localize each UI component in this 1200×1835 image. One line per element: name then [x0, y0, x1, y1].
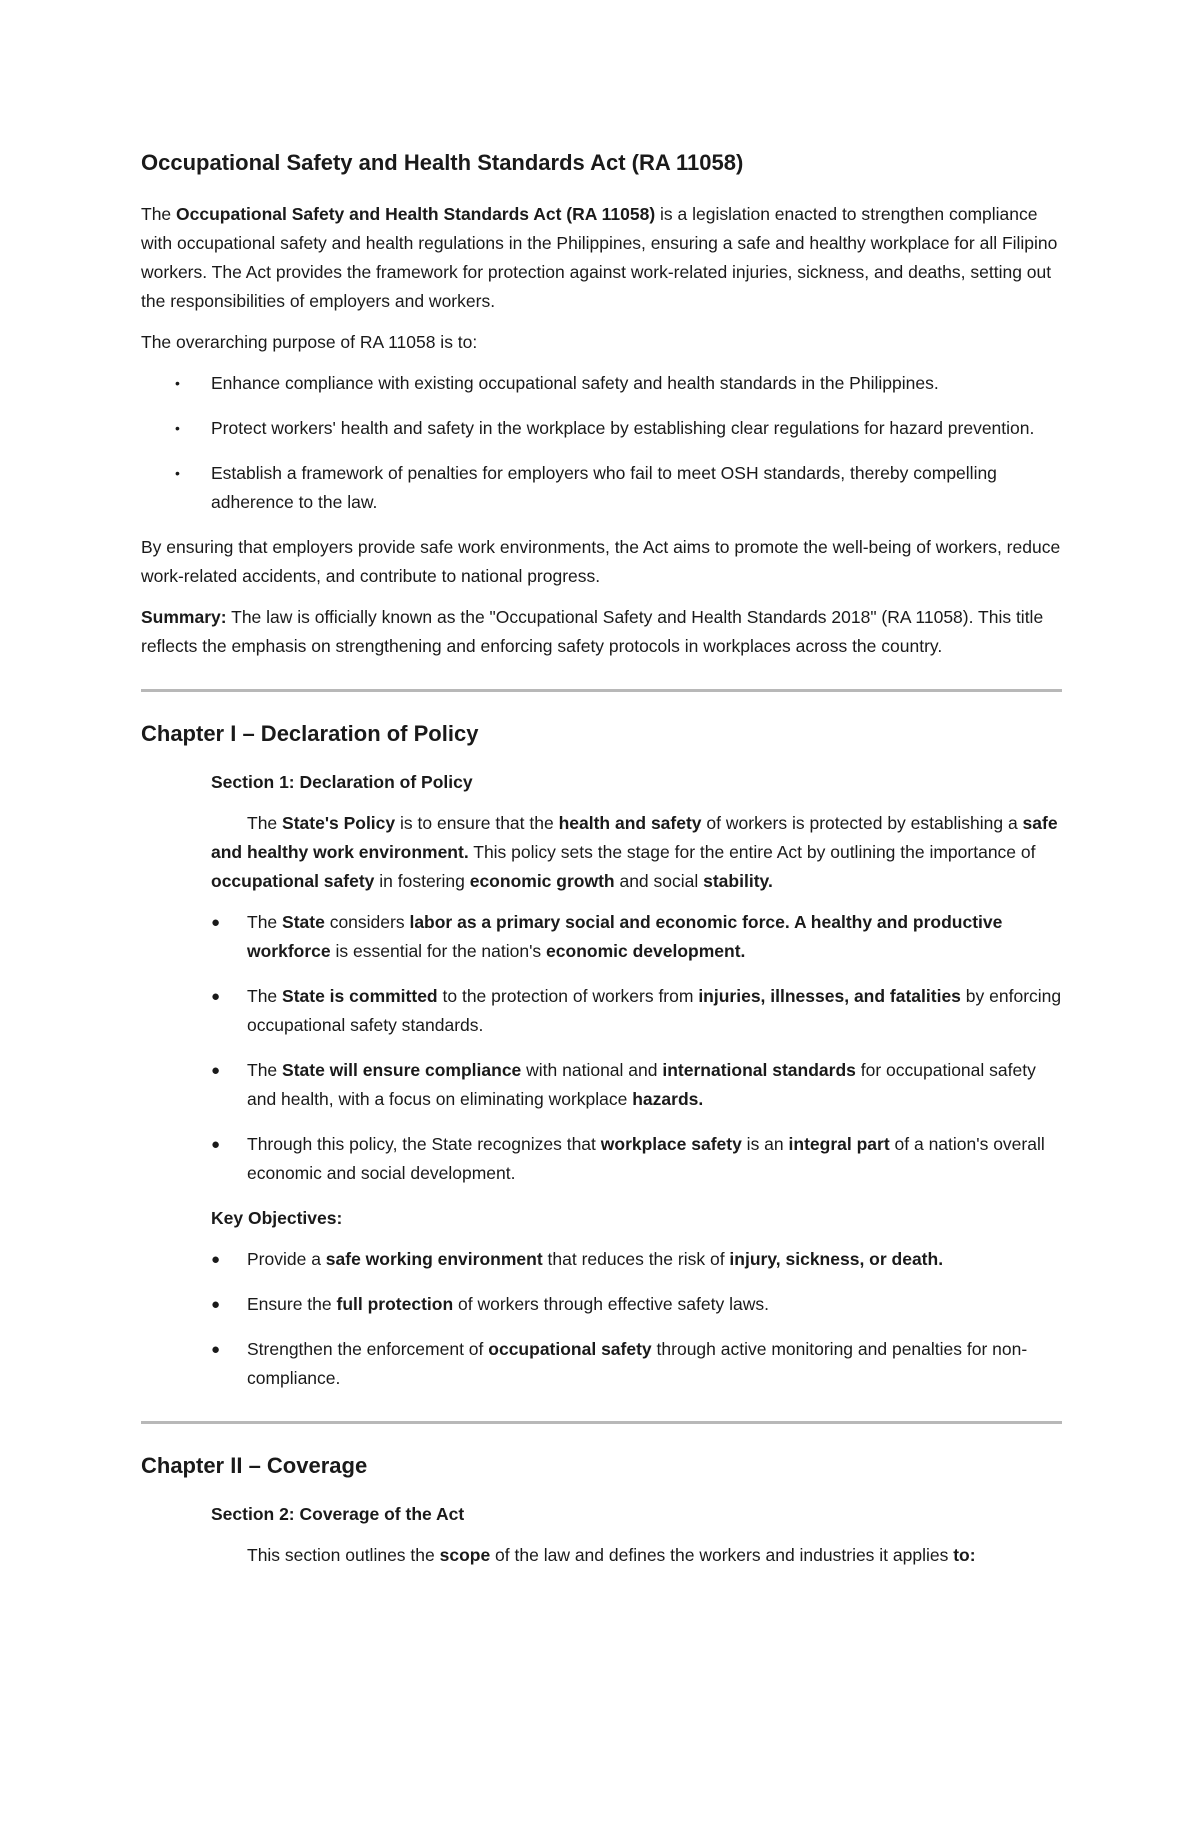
chapter-2-heading: Chapter II – Coverage: [141, 1453, 368, 1478]
bold-text: occupational safety: [488, 1339, 652, 1359]
text-run: This section outlines the: [247, 1545, 440, 1565]
bold-text: safe and healthy work environment.: [211, 813, 1058, 862]
list-item-text: Enhance compliance with existing occupational safety and health standards in the Philippines.: [211, 373, 939, 393]
list-item: [141, 982, 1062, 1040]
bold-text: scope: [439, 1545, 491, 1565]
bold-text: State: [282, 912, 325, 932]
bold-text: State is committed: [282, 986, 438, 1006]
chapter-1-heading: Chapter I – Declaration of Policy: [141, 721, 479, 746]
list-item: [141, 459, 1062, 517]
purpose-list: [141, 369, 1062, 517]
text-run: The: [141, 204, 177, 224]
list-item: [141, 908, 1062, 966]
text-run: to the protection of workers from: [437, 986, 699, 1006]
bullet-icon: •: [175, 465, 180, 481]
bold-text: economic growth: [469, 871, 615, 891]
list-item: [141, 369, 1062, 398]
text-run: The: [247, 986, 283, 1006]
text-run: of the law and defines the workers and industries it applies: [490, 1545, 954, 1565]
section-1-paragraph: [211, 809, 1062, 896]
list-item-text: [247, 1249, 943, 1269]
text-run: of workers is protected by establishing a: [701, 813, 1023, 833]
text-run: is to ensure that the: [395, 813, 559, 833]
section-2-paragraph: [211, 1541, 1062, 1570]
list-item-text: Protect workers' health and safety in the workplace by establishing clear regulations for hazard prevention.: [211, 418, 1035, 438]
bold-text: workplace safety: [600, 1134, 742, 1154]
bold-text: labor as a primary social and economic force. A healthy and productive workforce: [247, 912, 1003, 961]
bold-text: safe working environment: [325, 1249, 543, 1269]
purpose-lead: The overarching purpose of RA 11058 is to:: [141, 332, 478, 352]
list-item: [141, 414, 1062, 443]
list-item: [141, 1130, 1062, 1188]
text-run: of a nation's overall economic and social development.: [247, 1134, 1045, 1183]
bullet-icon: •: [175, 375, 180, 391]
text-run: Through this policy, the State recognizes that: [247, 1134, 601, 1154]
text-run: considers: [324, 912, 410, 932]
text-run: for occupational safety and health, with a focus on eliminating workplace: [247, 1060, 1036, 1109]
list-item: [141, 1245, 1062, 1274]
text-run: is essential for the nation's: [330, 941, 547, 961]
bold-text: integral part: [788, 1134, 890, 1154]
bold-text: State will ensure compliance: [282, 1060, 522, 1080]
bold-text: to:: [953, 1545, 976, 1565]
bold-text: economic development.: [546, 941, 746, 961]
section-2-heading: Section 2: Coverage of the Act: [211, 1504, 465, 1524]
text-run: by enforcing occupational safety standards.: [247, 986, 1062, 1035]
bold-text: health and safety: [558, 813, 702, 833]
list-item-text: [247, 912, 1002, 961]
bold-text: hazards.: [632, 1089, 704, 1109]
list-item-text: Establish a framework of penalties for employers who fail to meet OSH standards, thereby compelling adherence to the law.: [211, 463, 997, 512]
text-run: The law is officially known as the "Occupational Safety and Health Standards 2018" (RA 11058). This title reflects the emphasis on strengthening and enforcing safety protocols in workplaces across the country.: [141, 607, 1044, 656]
text-run: in fostering: [374, 871, 470, 891]
section-divider: [141, 689, 1062, 692]
text-run: Strengthen the enforcement of: [247, 1339, 489, 1359]
bullet-icon: ●: [211, 988, 221, 1005]
list-item-text: [247, 1294, 769, 1314]
bold-text: Occupational Safety and Health Standards Act (RA 11058): [176, 204, 656, 224]
document-title: Occupational Safety and Health Standards Act (RA 11058): [141, 150, 744, 175]
text-run: Provide a: [247, 1249, 326, 1269]
text-run: and social: [614, 871, 704, 891]
text-run: This policy sets the stage for the entire Act by outlining the importance of: [468, 842, 1036, 862]
bold-text: full protection: [336, 1294, 454, 1314]
section-divider: [141, 1421, 1062, 1424]
bullet-icon: ●: [211, 1251, 221, 1268]
bold-text: State's Policy: [282, 813, 396, 833]
bullet-icon: ●: [211, 1136, 221, 1153]
text-run: The: [247, 912, 283, 932]
text-run: The: [247, 1060, 283, 1080]
text-run: with national and: [521, 1060, 663, 1080]
closing-paragraph: By ensuring that employers provide safe work environments, the Act aims to promote the well-being of workers, reduce work-related accidents, and contribute to national progress.: [141, 537, 1061, 586]
key-objectives-label: Key Objectives:: [211, 1208, 343, 1228]
text-run: Ensure the: [247, 1294, 337, 1314]
text-run: of workers through effective safety laws.: [453, 1294, 769, 1314]
bullet-icon: ●: [211, 1062, 221, 1079]
bold-text: stability.: [703, 871, 773, 891]
list-item-text: [247, 1060, 1036, 1109]
list-item: [141, 1290, 1062, 1319]
bullet-icon: •: [175, 420, 180, 436]
text-run: is an: [741, 1134, 789, 1154]
bullet-icon: ●: [211, 1341, 221, 1358]
list-item-text: [247, 1134, 1045, 1183]
bullet-icon: ●: [211, 1296, 221, 1313]
policy-points-list: [141, 908, 1062, 1188]
text-run: The: [247, 813, 283, 833]
text-run: that reduces the risk of: [542, 1249, 730, 1269]
bullet-icon: ●: [211, 914, 221, 931]
section-1-heading: Section 1: Declaration of Policy: [211, 772, 473, 792]
bold-text: injuries, illnesses, and fatalities: [698, 986, 961, 1006]
list-item: [141, 1056, 1062, 1114]
intro-paragraph: [141, 200, 1062, 316]
summary-paragraph: [141, 603, 1062, 661]
list-item-text: [247, 1339, 1027, 1388]
objectives-list: [141, 1245, 1062, 1393]
bold-text: injury, sickness, or death.: [729, 1249, 944, 1269]
bold-text: Summary:: [141, 607, 227, 627]
text-run: is a legislation enacted to strengthen compliance with occupational safety and health regulations in the Philippines, ensuring a safe and healthy workplace for all Filipino workers. The Act provides the framework for protection against work-related injuries, sickness, and deaths, setting out the responsibilities of employers and workers.: [141, 204, 1058, 311]
bold-text: occupational safety: [211, 871, 375, 891]
list-item-text: [247, 986, 1061, 1035]
text-run: through active monitoring and penalties for non-compliance.: [247, 1339, 1028, 1388]
bold-text: international standards: [662, 1060, 856, 1080]
list-item: [141, 1335, 1062, 1393]
